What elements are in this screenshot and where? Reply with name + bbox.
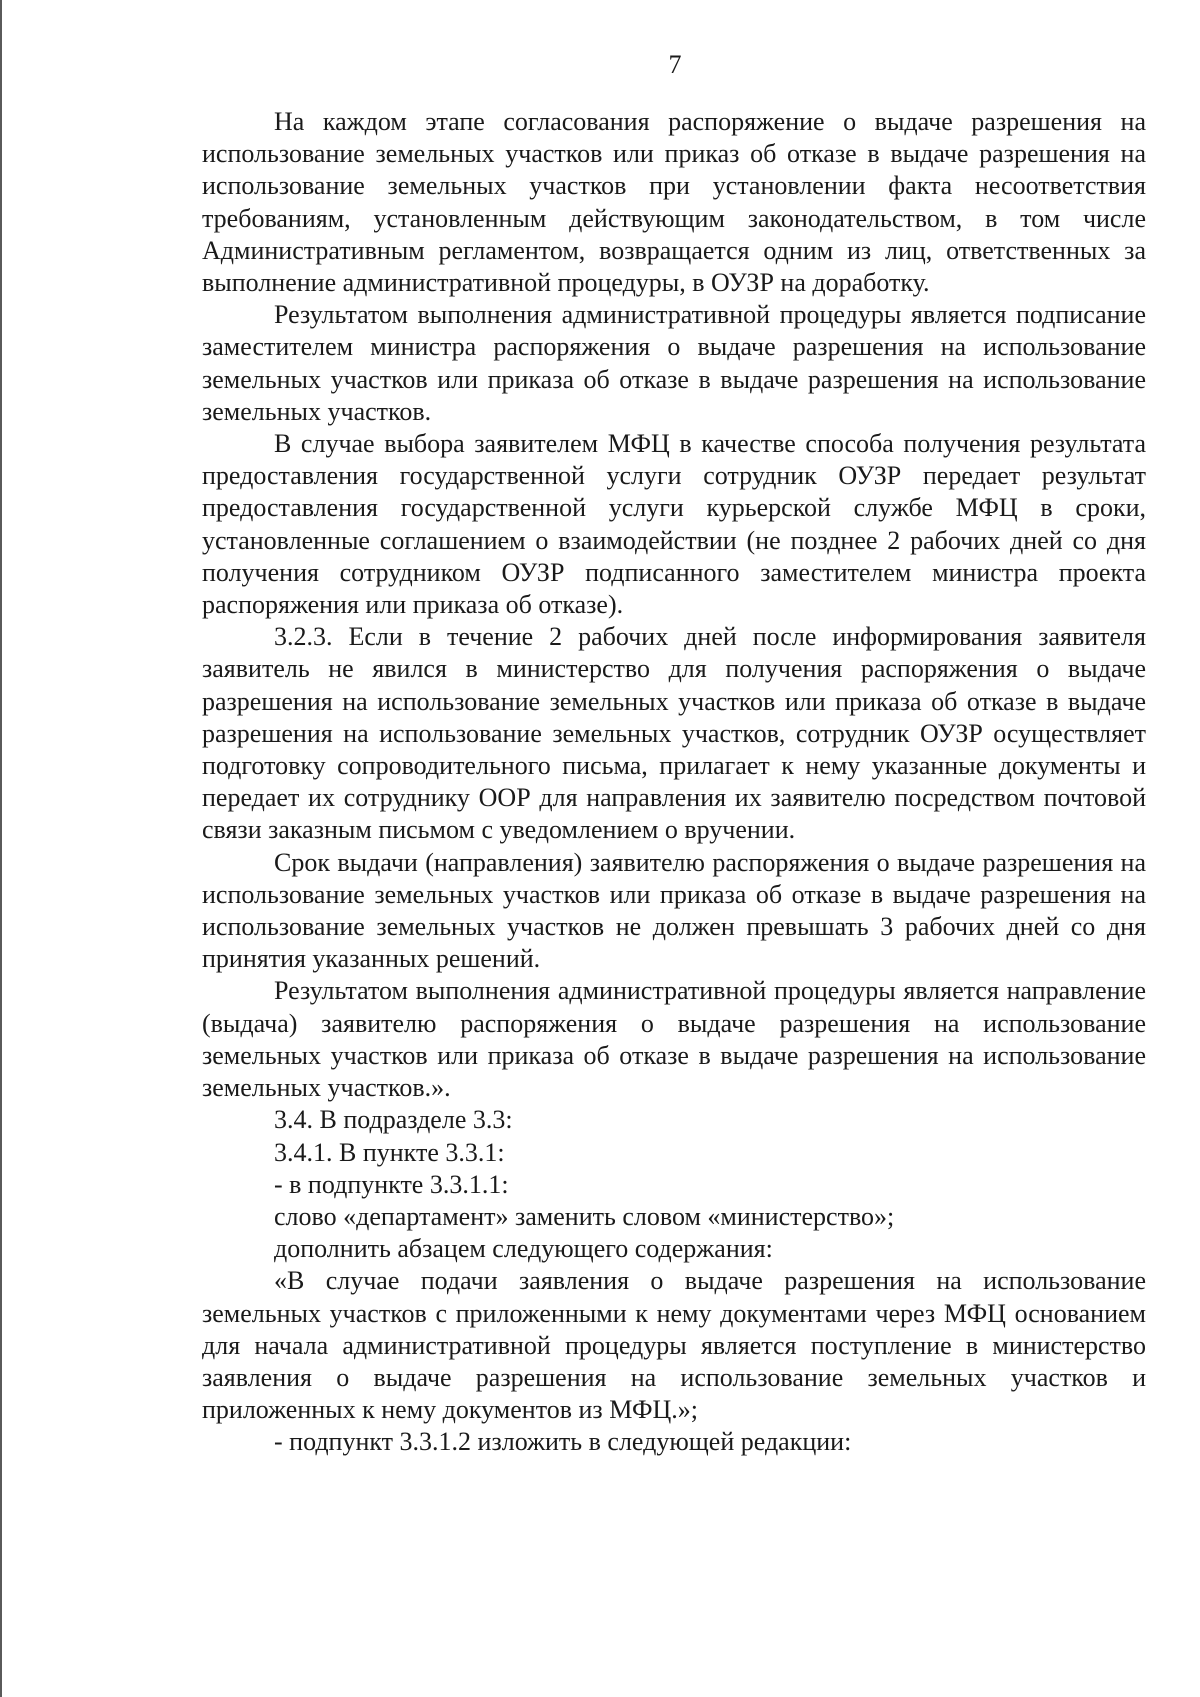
paragraph-subpoint-3-3-1-2: - подпункт 3.3.1.2 изложить в следующей редакции: bbox=[274, 1427, 852, 1457]
paragraph-add-clause: дополнить абзацем следующего содержания: bbox=[274, 1234, 773, 1264]
paragraph-issue-term: Срок выдачи (направления) заявителю распоряжения о выдаче разрешения на использование земельных участков или приказа об отказе в выдаче разрешения на использование земельных участков не должен превышать 3 рабочих дней со дня принятия указанных решений. bbox=[202, 847, 1146, 974]
paragraph-quoted-clause: «В случае подачи заявления о выдаче разрешения на использование земельных участков с приложенными к нему документами через МФЦ основанием для начала административной процедуры является поступление в министерство заявления о выдаче разрешения на использование земельных участков и приложенных к нему документов из МФЦ.»; bbox=[202, 1266, 1146, 1425]
paragraph-result-issue: Результатом выполнения административной процедуры является направление (выдача) заявителю распоряжения о выдаче разрешения на использование земельных участков или приказа об отказе в выдаче разрешения на использование земельных участков.». bbox=[202, 976, 1146, 1103]
paragraph-3-2-3: 3.2.3. Если в течение 2 рабочих дней после информирования заявителя заявитель не явился в министерство для получения распоряжения о выдаче разрешения на использование земельных участков или приказа об отказе в выдаче разрешения на использование земельных участков, сотрудник ОУЗР осуществляет подготовку сопроводительного письма, прилагает к нему указанные документы и передает их сотруднику ООР для направления их заявителю посредством почтовой связи заказным письмом с уведомлением о вручении. bbox=[202, 622, 1146, 845]
paragraph-approval-return: На каждом этапе согласования распоряжение о выдаче разрешения на использование земельных участков или приказ об отказе в выдаче разрешения на использование земельных участков при установлении факта несоответствия требованиям, установленным действующим законодательством, в том числе Административным регламентом, возвращается одним из лиц, ответственных за выполнение административной процедуры, в ОУЗР на доработку. bbox=[202, 107, 1146, 298]
paragraph-3-4-1: 3.4.1. В пункте 3.3.1: bbox=[274, 1137, 505, 1167]
page-number: 7 bbox=[668, 50, 682, 79]
document-body bbox=[202, 106, 1146, 1459]
paragraph-subpoint-3-3-1-1: - в подпункте 3.3.1.1: bbox=[274, 1169, 509, 1199]
scan-edge-line bbox=[0, 0, 2, 1697]
paragraph-3-4: 3.4. В подразделе 3.3: bbox=[274, 1105, 513, 1135]
paragraph-mfc-delivery: В случае выбора заявителем МФЦ в качестве способа получения результата предоставления государственной услуги сотрудник ОУЗР передает результат предоставления государственной услуги курьерской службе МФЦ в сроки, установленные соглашением о взаимодействии (не позднее 2 рабочих дней со дня получения сотрудником ОУЗР подписанного заместителем министра проекта распоряжения или приказа об отказе). bbox=[202, 429, 1146, 620]
paragraph-replace-word: слово «департамент» заменить словом «министерство»; bbox=[274, 1201, 895, 1231]
paragraph-result-signing: Результатом выполнения административной процедуры является подписание заместителем министра распоряжения о выдаче разрешения на использование земельных участков или приказа об отказе в выдаче разрешения на использование земельных участков. bbox=[202, 300, 1146, 426]
